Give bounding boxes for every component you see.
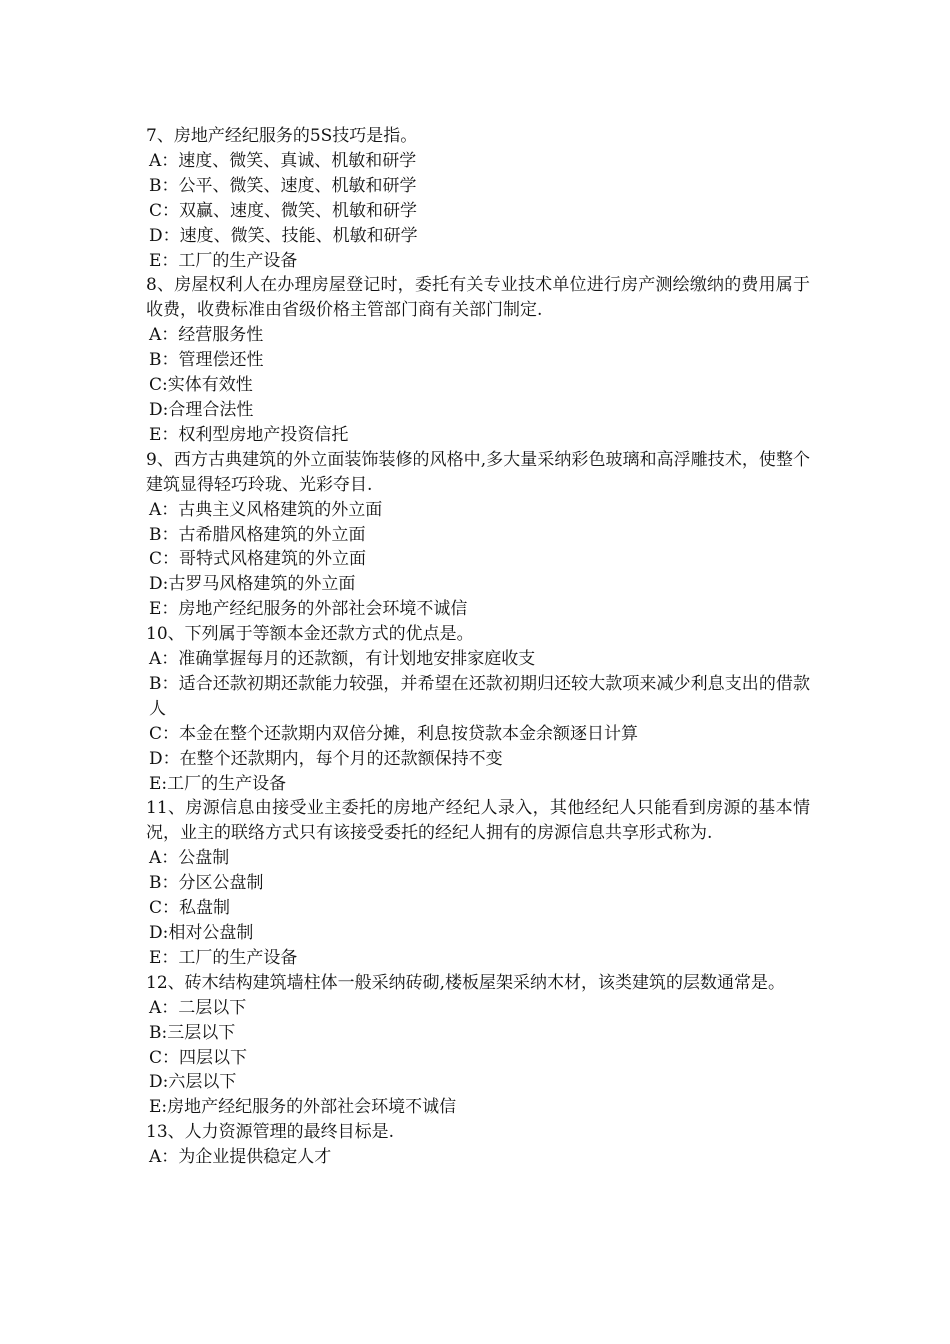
- answer-option: E：权利型房地产投资信托: [149, 424, 349, 445]
- answer-option: A：准确掌握每月的还款额，有计划地安排家庭收支: [149, 649, 536, 670]
- answer-option: C：四层以下: [149, 1047, 248, 1068]
- answer-option: E：工厂的生产设备: [149, 947, 298, 968]
- answer-option: B：分区公盘制: [149, 873, 264, 894]
- answer-option: D：在整个还款期内，每个月的还款额保持不变: [149, 748, 503, 769]
- answer-option: B：公平、微笑、速度、机敏和研学: [149, 175, 417, 196]
- answer-option: D:相对公盘制: [149, 923, 254, 943]
- answer-option: E:房地产经纪服务的外部社会环境不诚信: [149, 1097, 457, 1118]
- answer-option: D:古罗马风格建筑的外立面: [149, 574, 356, 595]
- answer-option: B：管理偿还性: [149, 350, 264, 371]
- answer-option: C：双赢、速度、微笑、机敏和研学: [149, 200, 418, 221]
- answer-option: E：房地产经纪服务的外部社会环境不诚信: [149, 599, 468, 620]
- answer-option: A：为企业提供稳定人才: [149, 1147, 332, 1168]
- answer-option: A：公盘制: [149, 848, 230, 869]
- answer-option: D：速度、微笑、技能、机敏和研学: [149, 225, 418, 246]
- answer-option: C：本金在整个还款期内双倍分摊，利息按贷款本金余额逐日计算: [149, 723, 639, 744]
- answer-option: A：二层以下: [149, 997, 247, 1018]
- answer-option: C:实体有效性: [149, 375, 253, 396]
- question-text: 10、下列属于等额本金还款方式的优点是。: [146, 624, 474, 645]
- answer-option: D:合理合法性: [149, 399, 254, 420]
- answer-option: B：古希腊风格建筑的外立面: [149, 524, 366, 545]
- question-text: 13、人力资源管理的最终目标是.: [146, 1122, 395, 1143]
- question-text: 9、西方古典建筑的外立面装饰装修的风格中,多大量采纳彩色玻璃和高浮雕技术，使整个建筑显得轻巧玲珑、光彩夺目.: [146, 449, 810, 495]
- answer-option: C：私盘制: [149, 898, 231, 919]
- answer-option: B：适合还款初期还款能力较强，并希望在还款初期归还较大款项来减少利息支出的借款人: [149, 673, 810, 719]
- question-text: 8、房屋权利人在办理房屋登记时，委托有关专业技术单位进行房产测绘缴纳的费用属于收费，收费标准由省级价格主管部门商有关部门制定.: [146, 275, 810, 321]
- answer-option: A：速度、微笑、真诚、机敏和研学: [149, 150, 417, 171]
- answer-option: A：古典主义风格建筑的外立面: [149, 499, 383, 520]
- question-text: 11、房源信息由接受业主委托的房地产经纪人录入，其他经纪人只能看到房源的基本情况，业主的联络方式只有该接受委托的经纪人拥有的房源信息共享形式称为.: [146, 798, 810, 844]
- answer-option: E:工厂的生产设备: [149, 773, 287, 794]
- answer-option: D:六层以下: [149, 1072, 237, 1093]
- answer-option: E：工厂的生产设备: [149, 250, 298, 271]
- answer-option: C：哥特式风格建筑的外立面: [149, 549, 367, 570]
- answer-option: A：经营服务性: [149, 325, 264, 346]
- question-list: [146, 124, 810, 1170]
- question-text: 7、房地产经纪服务的5S技巧是指。: [146, 126, 418, 146]
- answer-option: B:三层以下: [149, 1022, 236, 1043]
- question-text: 12、砖木结构建筑墙柱体一般采纳砖砌,楼板屋架采纳木材，该类建筑的层数通常是。: [146, 972, 786, 993]
